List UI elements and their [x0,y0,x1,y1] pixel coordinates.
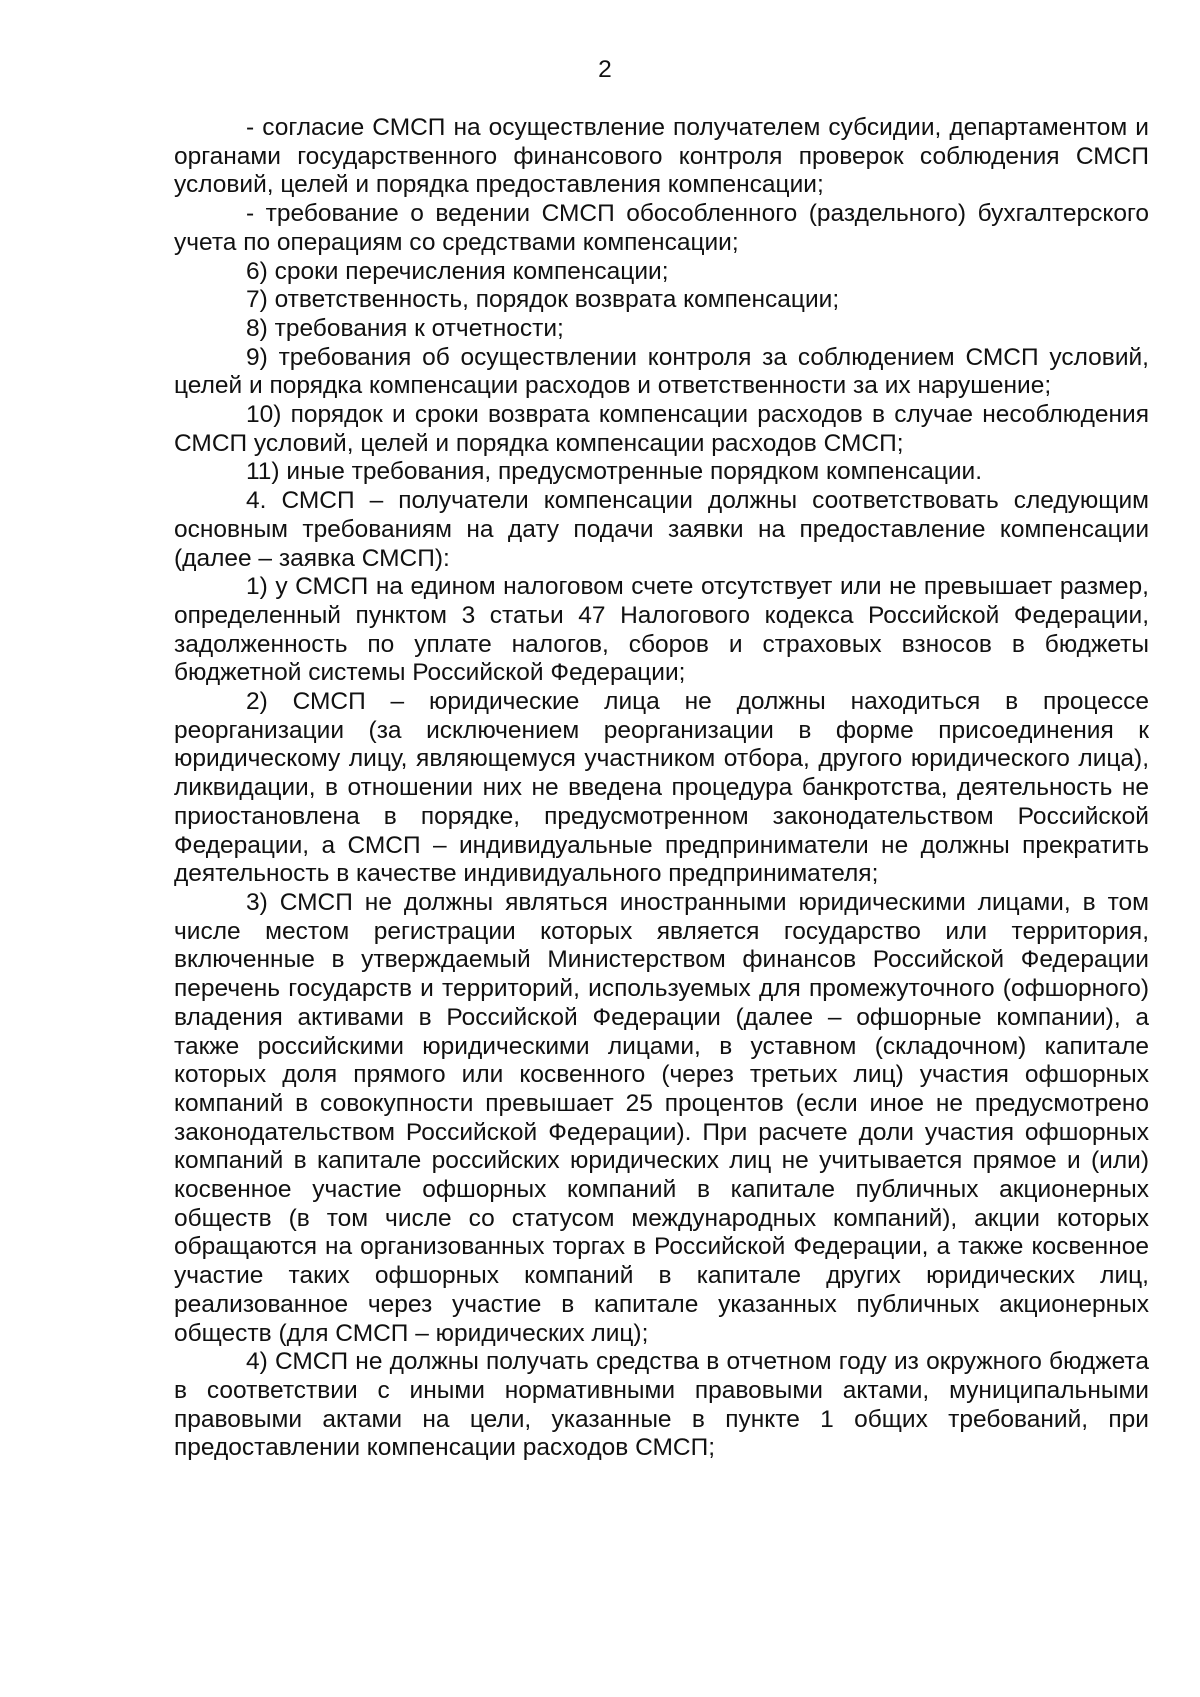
paragraph-item-7: 7) ответственность, порядок возврата компенсации; [246,286,840,314]
paragraph-consent-inspections: - согласие СМСП на осуществление получателем субсидии, департаментом и органами государственного финансового контроля проверок соблюдения СМСП условий, целей и порядка предоставления компенсации; [174,114,1149,199]
paragraph-item-9: 9) требования об осуществлении контроля за соблюдением СМСП условий, целей и порядка компенсации расходов и ответственности за их нарушение; [174,343,1149,400]
paragraph-requirement-1: 1) у СМСП на едином налоговом счете отсутствует или не превышает размер, определенный пунктом 3 статьи 47 Налогового кодекса Российской Федерации, задолженность по уплате налогов, сборов и страховых взносов в бюджеты бюджетной системы Российской Федерации; [174,573,1149,687]
paragraph-section-4: 4. СМСП – получатели компенсации должны соответствовать следующим основным требованиям на дату подачи заявки на предоставление компенсации (далее – заявка СМСП): [174,487,1149,572]
paragraph-requirement-4: 4) СМСП не должны получать средства в отчетном году из окружного бюджета в соответствии с иными нормативными правовыми актами, муниципальными правовыми актами на цели, указанные в пункте 1 общих требований, при предоставлении компенсации расходов СМСП; [174,1348,1149,1462]
page-number: 2 [598,56,612,83]
paragraph-requirement-3: 3) СМСП не должны являться иностранными юридическими лицами, в том числе местом регистрации которых является государство или территория, включенные в утверждаемый Министерством финансов Российской Федерации перечень государств и территорий, используемых для промежуточного (офшорного) владения активами в Российской Федерации (далее – офшорные компании), а также российскими юридическими лицами, в уставном (складочном) капитале которых доля прямого или косвенного (через третьих лиц) участия офшорных компаний в совокупности превышает 25 процентов (если иное не предусмотрено законодательством Российской Федерации). При расчете доли участия офшорных компаний в капитале российских юридических лиц не учитывается прямое и (или) косвенное участие офшорных компаний в капитале публичных акционерных обществ (в том числе со статусом международных компаний), акции которых обращаются на организованных торгах в Российской Федерации, а также косвенное участие таких офшорных компаний в капитале других юридических лиц, реализованное через участие в капитале указанных публичных акционерных обществ (для СМСП – юридических лиц); [174,888,1149,1347]
paragraph-separate-accounting: - требование о ведении СМСП обособленного (раздельного) бухгалтерского учета по операциям со средствами компенсации; [174,200,1149,256]
document-body [174,114,1149,1463]
paragraph-item-8: 8) требования к отчетности; [246,314,564,342]
paragraph-item-6: 6) сроки перечисления компенсации; [246,257,669,285]
paragraph-item-10: 10) порядок и сроки возврата компенсации расходов в случае несоблюдения СМСП условий, целей и порядка компенсации расходов СМСП; [174,401,1149,457]
paragraph-item-11: 11) иные требования, предусмотренные порядком компенсации. [246,458,983,486]
paragraph-requirement-2: 2) СМСП – юридические лица не должны находиться в процессе реорганизации (за исключением реорганизации в форме присоединения к юридическому лицу, являющемуся участником отбора, другого юридического лица), ликвидации, в отношении них не введена процедура банкротства, деятельность не приостановлена в порядке, предусмотренном законодательством Российской Федерации, а СМСП – индивидуальные предприниматели не должны прекратить деятельность в качестве индивидуального предпринимателя; [174,688,1149,888]
